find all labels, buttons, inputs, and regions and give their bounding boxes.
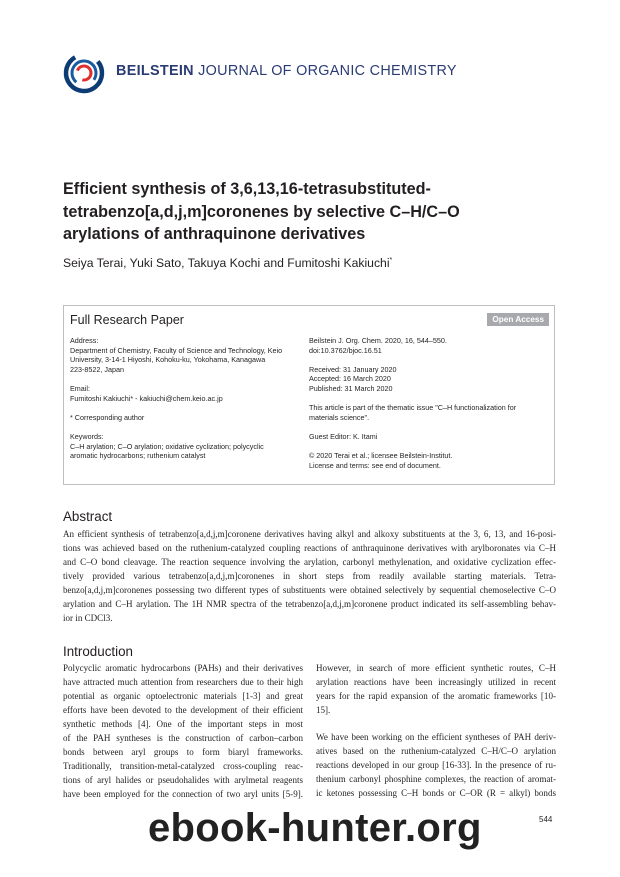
text-line: years for the rapid expansion of the aromatic frameworks [10- bbox=[316, 691, 556, 701]
info-line: Email: bbox=[70, 383, 90, 393]
info-line: * Corresponding author bbox=[70, 412, 145, 422]
info-line: License and terms: see end of document. bbox=[309, 460, 441, 470]
text-line: of the PAH syntheses is the construction of carbon–carbon bbox=[63, 733, 303, 743]
info-block bbox=[70, 336, 304, 374]
text-line: benzo[a,d,j,m]coronenes possessing two different types of substituents were obtained selectively by sequential chemoselective C–O bbox=[63, 585, 556, 595]
text-line: tively provided various tetrabenzo[a,d,j,m]coronenes in short steps from readily available starting materials. Tetra- bbox=[63, 571, 556, 581]
info-line: Keywords: bbox=[70, 431, 104, 441]
info-block bbox=[309, 336, 549, 355]
text-line: ior in CDCl3. bbox=[63, 613, 113, 623]
text-line: arylation and C–H arylation. The 1H NMR spectra of the tetrabenzo[a,d,j,m]coronene product indicated its self-assembling behav- bbox=[63, 599, 556, 609]
text-line: tions was achieved based on the ruthenium-catalyzed coupling reactions of anthraquinone derivatives with arylboronates via C–H bbox=[63, 543, 556, 553]
info-block bbox=[309, 403, 549, 422]
info-line: © 2020 Terai et al.; licensee Beilstein-Institut. bbox=[309, 451, 453, 461]
text-line: An efficient synthesis of tetrabenzo[a,d,j,m]coronene derivatives having alkyl and alkoxy substituents at the 3, 6, 13, and 16-posi- bbox=[63, 529, 556, 539]
info-line: Received: 31 January 2020 bbox=[309, 364, 397, 374]
article-title: Efficient synthesis of 3,6,13,16-tetrasubstituted-tetrabenzo[a,d,j,m]coronenes by selective C–H/C–O arylations of anthraquinone derivatives bbox=[63, 180, 460, 243]
text-line: potential as organic optoelectronic materials [1-3] and great bbox=[63, 691, 303, 701]
text-line: Polycyclic aromatic hydrocarbons (PAHs) and their derivatives bbox=[63, 663, 303, 673]
text-line: have attracted much attention from researchers due to their high bbox=[63, 677, 303, 687]
introduction-left-column bbox=[63, 661, 303, 801]
info-line: University, 3-14-1 Hiyoshi, Kohoku-ku, Yokohama, Kanagawa bbox=[70, 355, 266, 365]
info-block bbox=[309, 432, 549, 442]
beilstein-logo-icon bbox=[63, 52, 105, 94]
info-line: This article is part of the thematic issue "C–H functionalization for bbox=[309, 403, 517, 413]
info-line: Accepted: 16 March 2020 bbox=[309, 374, 391, 384]
text-line: However, in search of more efficient synthetic routes, C–H bbox=[316, 663, 556, 673]
info-line: materials science". bbox=[309, 412, 370, 422]
publication-details-column bbox=[309, 336, 549, 480]
page-number: 544 bbox=[539, 815, 553, 824]
text-line: We have been working on the efficient syntheses of PAH deriv- bbox=[316, 732, 556, 742]
text-line: synthetic methods [4]. One of the important steps in most bbox=[63, 719, 303, 729]
info-line: Beilstein J. Org. Chem. 2020, 16, 544–550. bbox=[309, 336, 447, 345]
text-line: bonds between aryl groups to form biaryl frameworks. bbox=[63, 747, 303, 757]
info-line: Guest Editor: K. Itami bbox=[309, 431, 378, 441]
text-line: atives based on the ruthenium-catalyzed C–H/C–O arylation bbox=[316, 746, 556, 756]
text-line: thenium carbonyl phosphine complexes, the reaction of aromat- bbox=[316, 774, 556, 784]
text-line: Traditionally, transition-metal-catalyzed cross-coupling reac- bbox=[63, 761, 303, 771]
author-list: Seiya Terai, Yuki Sato, Takuya Kochi and Fumitoshi Kakiuchi* bbox=[63, 256, 393, 270]
open-access-badge: Open Access bbox=[487, 313, 549, 326]
info-block bbox=[309, 365, 549, 394]
article-type-label: Full Research Paper bbox=[70, 313, 184, 327]
info-block bbox=[70, 432, 304, 461]
text-line: efforts have been devoted to the development of their efficient bbox=[63, 705, 303, 715]
text-line: have been employed for the connection of two aryl units [5-9]. bbox=[63, 789, 303, 799]
text-line: ic ketones possessing C–H bonds or C–OR (R = alkyl) bonds bbox=[316, 788, 556, 798]
info-line: Published: 31 March 2020 bbox=[309, 383, 393, 393]
text-line: 15]. bbox=[316, 705, 331, 715]
info-line: aromatic hydrocarbons; ruthenium catalyst bbox=[70, 451, 206, 461]
info-line: 223-8522, Japan bbox=[70, 364, 124, 374]
info-block bbox=[309, 451, 549, 470]
info-line: Department of Chemistry, Faculty of Science and Technology, Keio bbox=[70, 345, 283, 355]
info-line: C–H arylation; C–O arylation; oxidative cyclization; polycyclic bbox=[70, 441, 264, 451]
info-line: Address: bbox=[70, 336, 99, 345]
paragraph-gap bbox=[316, 717, 556, 730]
info-block bbox=[70, 384, 304, 403]
affiliation-column bbox=[70, 336, 304, 470]
text-line: and C–O bond cleavage. The reaction sequence involving the arylation, carbonyl methylenation, and oxidative cyclization effec- bbox=[63, 557, 556, 567]
abstract-heading: Abstract bbox=[63, 509, 113, 524]
info-block bbox=[70, 413, 304, 423]
text-line: tions of aryl halides or pseudohalides with arylmetal reagents bbox=[63, 775, 303, 785]
watermark: ebook-hunter.org bbox=[148, 806, 482, 850]
text-line: reactions developed in our group [16-33]. In the presence of ru- bbox=[316, 760, 556, 770]
introduction-right-column bbox=[316, 661, 556, 800]
article-info-box bbox=[63, 305, 555, 485]
info-line: Fumitoshi Kakiuchi* - kakiuchi@chem.keio.ac.jp bbox=[70, 393, 223, 403]
abstract-text bbox=[63, 527, 556, 625]
journal-name: BEILSTEIN JOURNAL OF ORGANIC CHEMISTRY bbox=[116, 63, 457, 79]
info-line: doi:10.3762/bjoc.16.51 bbox=[309, 345, 382, 355]
introduction-heading: Introduction bbox=[63, 644, 133, 659]
text-line: arylation reactions have been increasingly utilized in recent bbox=[316, 677, 556, 687]
